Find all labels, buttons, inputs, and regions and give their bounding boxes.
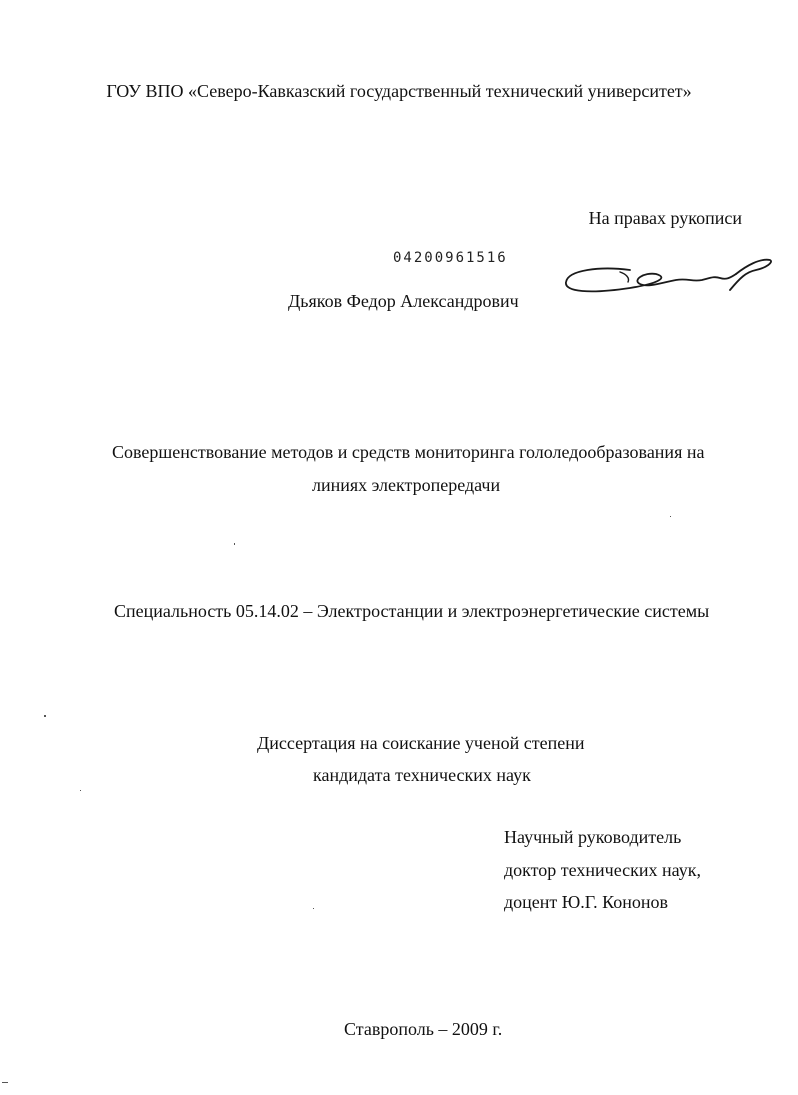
author-name: Дьяков Федор Александрович [288,291,519,311]
supervisor-name: доцент Ю.Г. Кононов [504,892,669,912]
scan-speck [234,543,235,545]
scan-speck [44,715,46,717]
supervisor-label: Научный руководитель [504,827,682,847]
city-year: Ставрополь – 2009 г. [344,1019,503,1039]
specialty: Специальность 05.14.02 – Электростанции и электроэнергетические системы [114,601,710,621]
degree-line-1: Диссертация на соискание ученой степени [257,733,585,753]
scan-speck [2,1082,8,1083]
registration-number: 04200961516 [393,250,508,266]
manuscript-note: На правах рукописи [588,208,742,228]
dissertation-title-line-1: Совершенствование методов и средств мониторинга гололедообразования на [112,442,705,462]
signature-icon [560,248,776,304]
dissertation-title-line-2: линиях электропередачи [312,475,501,495]
scan-speck [670,516,671,517]
degree-line-2: кандидата технических наук [313,765,531,785]
university-name: ГОУ ВПО «Северо-Кавказский государственный технический университет» [106,81,692,101]
supervisor-degree: доктор технических наук, [504,860,701,880]
scan-speck [313,908,314,909]
scan-speck [80,790,81,791]
